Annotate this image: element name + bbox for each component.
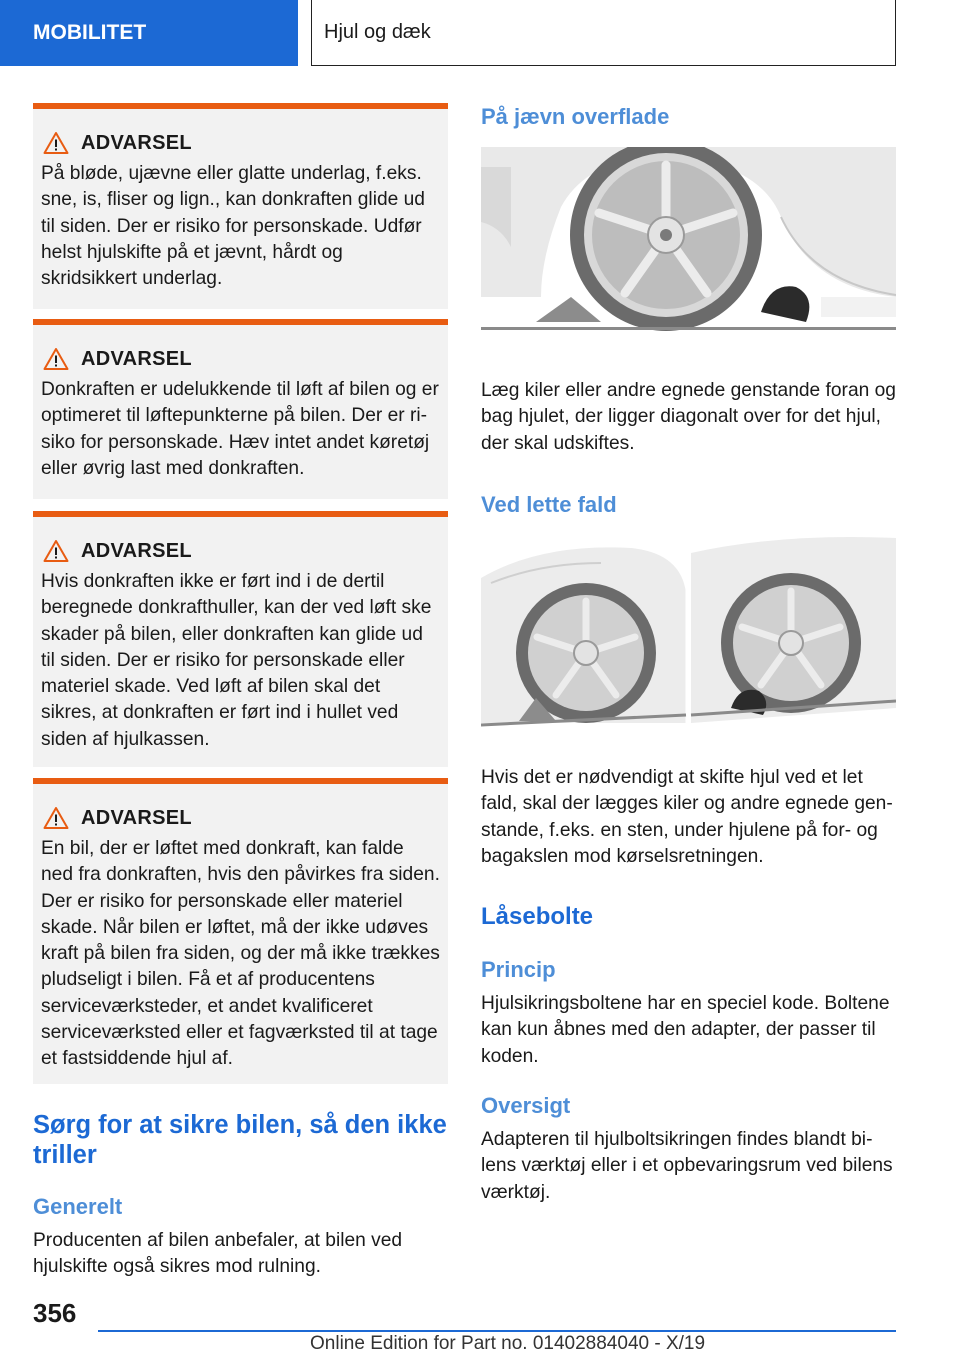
section-tab: MOBILITET (0, 0, 298, 66)
warning-box (33, 511, 448, 767)
warning-triangle-icon (43, 347, 69, 371)
warning-title: ADVARSEL (81, 539, 192, 562)
page-header (0, 0, 960, 66)
subheading-general: Generelt (33, 1194, 123, 1219)
warning-text: En bil, der er løftet med donkraft, kan falde ned fra donkraften, hvis den påvirkes fra siden. Der er risiko for personskade eller materiel skade. Når bilen er løftet, må der ikke udøves kraft på bilen fra siden, og der må ikke trækkes pludseligt i bilen. Få et af producentens serviceværksteder, et andet kvalificeret serviceværksted eller et fagværksted til at tage et fastsiddende hjul af. (41, 838, 440, 1070)
overview-paragraph: Adapteren til hjulboltsikringen findes blandt bilens værktøj eller i et opbevaringsrum ved bilens værktøj. (481, 1129, 893, 1203)
warning-box (33, 778, 448, 1084)
footer-divider (98, 1330, 896, 1332)
page-number: 356 (33, 1298, 77, 1328)
principle-paragraph: Hjulsikringsboltene har en speciel kode. Boltene kan kun åbnes med den adapter, der passer til koden. (481, 993, 890, 1067)
warning-text: Donkraften er udelukkende til løft af bilen og er optimeret til løftepunkterne på bilen. Der er risiko for personskade. Hæv intet andet køretøj eller øvrig last med donkraften. (41, 379, 439, 479)
subheading-flat-surface: På jævn overflade (481, 104, 670, 129)
edition-text: Online Edition for Part no. 01402884040 - X/19 (310, 1333, 706, 1354)
warning-triangle-icon (43, 806, 69, 830)
warning-title: ADVARSEL (81, 347, 192, 370)
warning-title: ADVARSEL (81, 806, 192, 829)
subheading-principle: Princip (481, 957, 556, 982)
secure-paragraph: Producenten af bilen anbefaler, at bilen ved hjulskifte også sikres mod rulning. (33, 1230, 403, 1278)
warning-box (33, 319, 448, 499)
section-heading-secure: Sørg for at sikre bilen, så den ikke triller (33, 1111, 447, 1169)
warning-triangle-icon (43, 539, 69, 563)
slope-illustration (481, 533, 896, 731)
slope-paragraph: Hvis det er nødvendigt at skifte hjul ved et let fald, skal der lægges kiler og andre egnede genstande, f.eks. en sten, under hjulene på for- og bagakslen mod kørselsretningen. (481, 767, 893, 867)
warning-text: På bløde, ujævne eller glatte underlag, f.eks. sne, is, fliser og lign., kan donkraften glide ud til siden. Der er risiko for personskade. Udfør helst hjulskifte på et jævnt, hårdt og skridsikkert underlag. (41, 163, 425, 290)
warning-title: ADVARSEL (81, 131, 192, 154)
warning-text: Hvis donkraften ikke er ført ind i de dertil beregnede donkrafthuller, kan der ved løft ske skader på bilen, eller donkraften kan glide ud til siden. Der er risiko for personskade eller materiel skade. Ved løft af bilen skal det sikres, at donkraften er ført ind i hullet ved siden af hjulkassen. (41, 571, 432, 750)
subheading-slope: Ved lette fald (481, 492, 617, 517)
flat-surface-paragraph: Læg kiler eller andre egnede genstande foran og bag hjulet, der ligger diagonalt over for det hjul, der skal udskiftes. (481, 380, 896, 454)
warning-triangle-icon (43, 131, 69, 155)
subheading-overview: Oversigt (481, 1093, 571, 1118)
warning-box (33, 103, 448, 309)
flat-surface-illustration (481, 147, 896, 333)
chapter-title: Hjul og dæk (311, 0, 896, 66)
section-heading-locking-bolts: Låsebolte (481, 903, 594, 930)
